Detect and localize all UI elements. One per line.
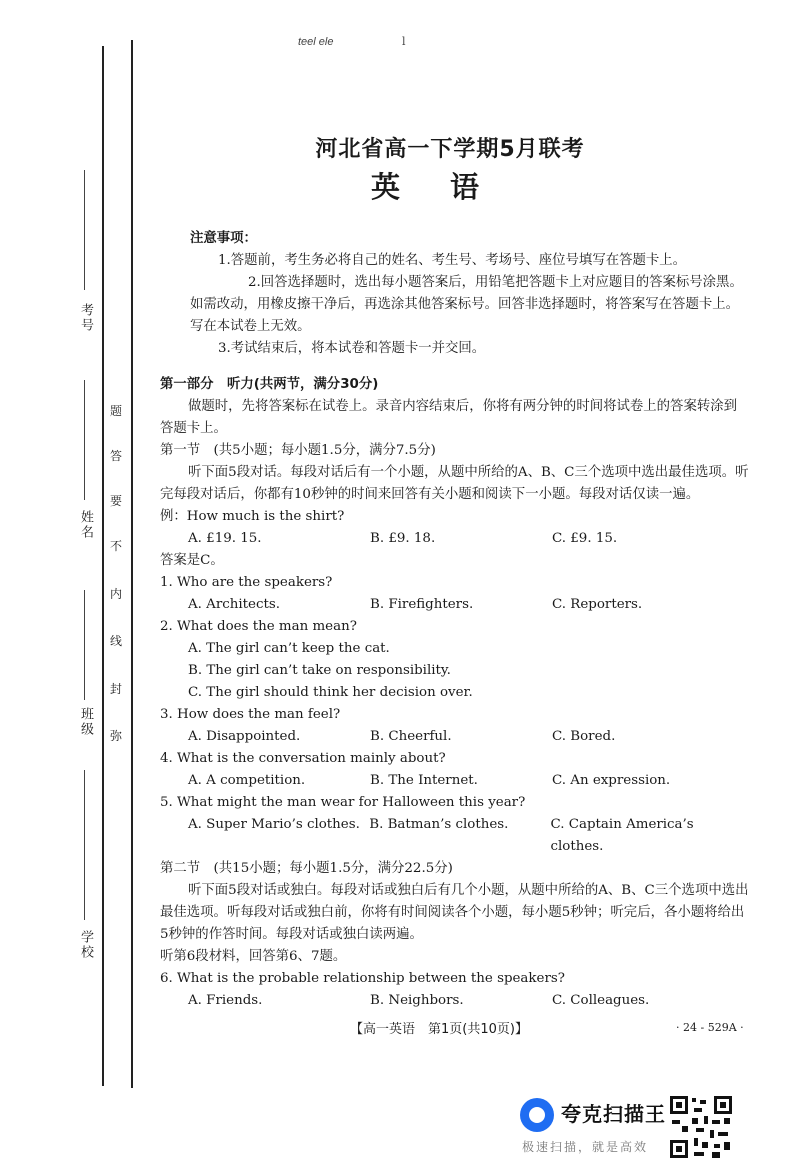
- material-instruction: 听第6段材料，回答第6、7题。: [160, 949, 347, 964]
- option: A. £19. 15.: [188, 531, 262, 546]
- option: C. Captain America’s clothes.: [550, 817, 694, 854]
- question: 3. How does the man feel?: [160, 707, 341, 722]
- name-label: 姓名: [78, 510, 93, 540]
- notice-item: 3.考试结束后，将本试卷和答题卡一并交回。: [218, 341, 486, 356]
- part1-heading: 第一部分 听力(共两节，满分30分): [160, 377, 379, 392]
- question: 5. What might the man wear for Halloween this year?: [160, 795, 526, 810]
- name-line: [84, 380, 85, 500]
- class-line: [84, 590, 85, 700]
- question-options: [160, 726, 750, 748]
- exam-content: [160, 228, 750, 1012]
- option: C. Colleagues.: [552, 993, 650, 1008]
- question-options: [160, 814, 750, 858]
- scan-artifact-text: teel ele: [298, 36, 334, 48]
- qr-code-icon: [668, 1094, 734, 1160]
- question: 6. What is the probable relationship between the speakers?: [160, 971, 565, 986]
- option: B. Neighbors.: [370, 993, 464, 1008]
- seal-char: 答: [110, 449, 123, 463]
- class-label: 班级: [78, 707, 93, 737]
- option: A. Friends.: [188, 993, 263, 1008]
- seal-char: 弥: [110, 729, 123, 743]
- seal-char: 题: [110, 404, 123, 418]
- seal-char: 要: [110, 494, 123, 508]
- option: B. Cheerful.: [370, 729, 452, 744]
- option: B. £9. 18.: [370, 531, 436, 546]
- option: B. The girl can’t take on responsibility.: [188, 663, 451, 678]
- option: B. Batman’s clothes.: [369, 817, 509, 832]
- option: A. The girl can’t keep the cat.: [188, 641, 390, 656]
- option: B. Firefighters.: [370, 597, 474, 612]
- scanner-slogan: 极速扫描，就是高效: [522, 1140, 649, 1154]
- exam-number-label: 考号: [78, 303, 93, 333]
- option: A. A competition.: [188, 773, 306, 788]
- school-label: 学校: [78, 930, 93, 960]
- subject-title: 英语: [370, 170, 529, 204]
- option: A. Architects.: [188, 597, 280, 612]
- section2-intro: 听下面5段对话或独白。每段对话或独白后有几个小题，从题中所给的A、B、C三个选项中选出最佳选项。听每段对话或独白前，你将有时间阅读各个小题，每小题5秒钟；听完后，各小题将给出5秒钟的作答时间。每段对话或独白读两遍。: [160, 883, 749, 942]
- option: B. The Internet.: [370, 773, 478, 788]
- notice-heading: 注意事项：: [190, 231, 257, 246]
- question-options: [160, 594, 750, 616]
- seal-char: 线: [110, 634, 123, 648]
- option: A. Super Mario’s clothes.: [188, 817, 360, 832]
- option: A. Disappointed.: [188, 729, 301, 744]
- seal-char: 内: [110, 587, 123, 601]
- question-options: [160, 990, 750, 1012]
- section2-heading: 第二节 (共15小题；每小题1.5分，满分22.5分): [160, 861, 453, 876]
- section1-intro: 听下面5段对话。每段对话后有一个小题，从题中所给的A、B、C三个选项中选出最佳选项。听完每段对话后，你都有10秒钟的时间来回答有关小题和阅读下一小题。每段对话仅读一遍。: [160, 465, 749, 502]
- option: C. £9. 15.: [552, 531, 618, 546]
- notice-item: 1.答题前，考生务必将自己的姓名、考生号、考场号、座位号填写在答题卡上。: [218, 253, 687, 268]
- part1-intro: 做题时，先将答案标在试卷上。录音内容结束后，你将有两分钟的时间将试卷上的答案转涂到答题卡上。: [160, 399, 738, 436]
- option: C. Bored.: [552, 729, 616, 744]
- question: 1. Who are the speakers?: [160, 575, 333, 590]
- question-options: [160, 770, 750, 792]
- question: 2. What does the man mean?: [160, 619, 357, 634]
- option: C. An expression.: [552, 773, 671, 788]
- scan-artifact-mark: l: [402, 35, 406, 48]
- notice-item: 2.回答选择题时，选出每小题答案后，用铅笔把答题卡上对应题目的答案标号涂黑。如需改动，用橡皮擦干净后，再选涂其他答案标号。回答非选择题时，将答案写在答题卡上。写在本试卷上无效。: [190, 275, 743, 334]
- seal-char: 不: [110, 539, 123, 553]
- option: C. The girl should think her decision over.: [188, 685, 473, 700]
- example-options: [160, 528, 750, 550]
- exam-title: 河北省高一下学期5月联考: [315, 137, 585, 162]
- option: C. Reporters.: [552, 597, 643, 612]
- page-footer: 【高一英语 第1页(共10页)】: [350, 1022, 528, 1037]
- school-line: [84, 770, 85, 920]
- section1-heading: 第一节 (共5小题；每小题1.5分，满分7.5分): [160, 443, 436, 458]
- example-answer: 答案是C。: [160, 553, 224, 568]
- seal-char: 封: [110, 682, 123, 696]
- question: 4. What is the conversation mainly about?: [160, 751, 446, 766]
- scanner-logo-icon: [520, 1098, 554, 1132]
- scanner-app-name: 夸克扫描王: [561, 1102, 666, 1126]
- paper-code: · 24 - 529A ·: [676, 1021, 744, 1034]
- example-question: 例：How much is the shirt?: [160, 509, 345, 524]
